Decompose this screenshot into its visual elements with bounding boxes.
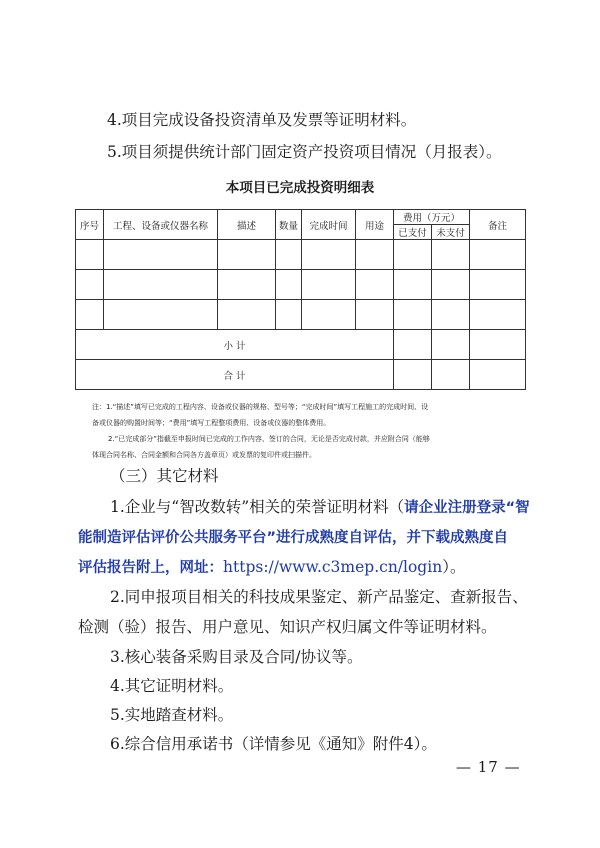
note-line-1: 注：1.“描述”填写已完成的工程内容、设备或仪器的规格、型号等；“完成时间”填写工程施工的完成时间、设: [92, 403, 429, 411]
section3-item1-line1: [110, 497, 530, 518]
header-seq: 序号: [76, 210, 104, 240]
item1-highlight-2: 能制造评估评价公共服务平台”进行成熟度自评估，并下载成熟度自: [78, 530, 509, 546]
header-unpaid: 未支付: [432, 225, 470, 240]
section3-item5: 5.实地踏查材料。: [110, 706, 234, 724]
investment-table: [75, 209, 526, 390]
table-row: [76, 270, 526, 300]
item1-text: 1.企业与“智改数转”相关的荣誉证明材料（: [110, 498, 405, 516]
subtotal-label: 小 计: [76, 330, 394, 360]
section3-item1-line2: [78, 527, 508, 548]
section3-item2-line2: 检测（验）报告、用户意见、知识产权归属文件等证明材料。: [78, 618, 497, 636]
section3-item6: 6.综合信用承诺书（详情参见《通知》附件4）。: [110, 735, 437, 753]
item1-highlight-1: 请企业注册登录“智: [404, 500, 530, 516]
list-item-4: 4.项目完成设备投资清单及发票等证明材料。: [107, 111, 417, 129]
note-line-2: 备或仪器的购置时间等；“费用”填写工程整项费用、设备或仪器的整体费用。: [92, 419, 331, 427]
subtotal-row: [76, 330, 526, 360]
table-notes: [92, 399, 532, 463]
header-cost: 费用（万元）: [394, 210, 470, 225]
header-desc: 描述: [218, 210, 276, 240]
table-row: [76, 240, 526, 270]
platform-url-link[interactable]: https://www.c3mep.cn/login: [223, 558, 443, 576]
note-line-4: 体现合同名称、合同金额和合同各方盖章页）或发票的复印件或扫描件。: [92, 451, 316, 459]
header-paid: 已支付: [394, 225, 432, 240]
section3-item1-line3: [78, 557, 465, 578]
section3-item2-line1: 2.同申报项目相关的科技成果鉴定、新产品鉴定、查新报告、: [110, 588, 528, 606]
header-remark: 备注: [470, 210, 526, 240]
table-row: [76, 300, 526, 330]
note-line-3: 2.“已完成部分”指截至申报时间已完成的工作内容、签订的合同，无论是否完成付款，并应附合同（能够: [108, 435, 430, 443]
header-name: 工程、设备或仪器名称: [104, 210, 218, 240]
item1-end: ）。: [442, 558, 466, 576]
page-number: — 17 —: [456, 758, 521, 776]
section-heading: （三）其它材料: [110, 467, 219, 485]
table-title: 本项目已完成投资明细表: [225, 180, 375, 196]
header-qty: 数量: [276, 210, 302, 240]
section3-item3: 3.核心装备采购目录及合同/协议等。: [110, 648, 363, 666]
total-label: 合 计: [76, 360, 394, 390]
header-use: 用途: [356, 210, 394, 240]
section3-item4: 4.其它证明材料。: [110, 677, 234, 695]
total-row: [76, 360, 526, 390]
header-time: 完成时间: [302, 210, 356, 240]
list-item-5: 5.项目须提供统计部门固定资产投资项目情况（月报表）。: [107, 143, 502, 161]
item1-highlight-3: 评估报告附上，网址：: [78, 560, 223, 576]
